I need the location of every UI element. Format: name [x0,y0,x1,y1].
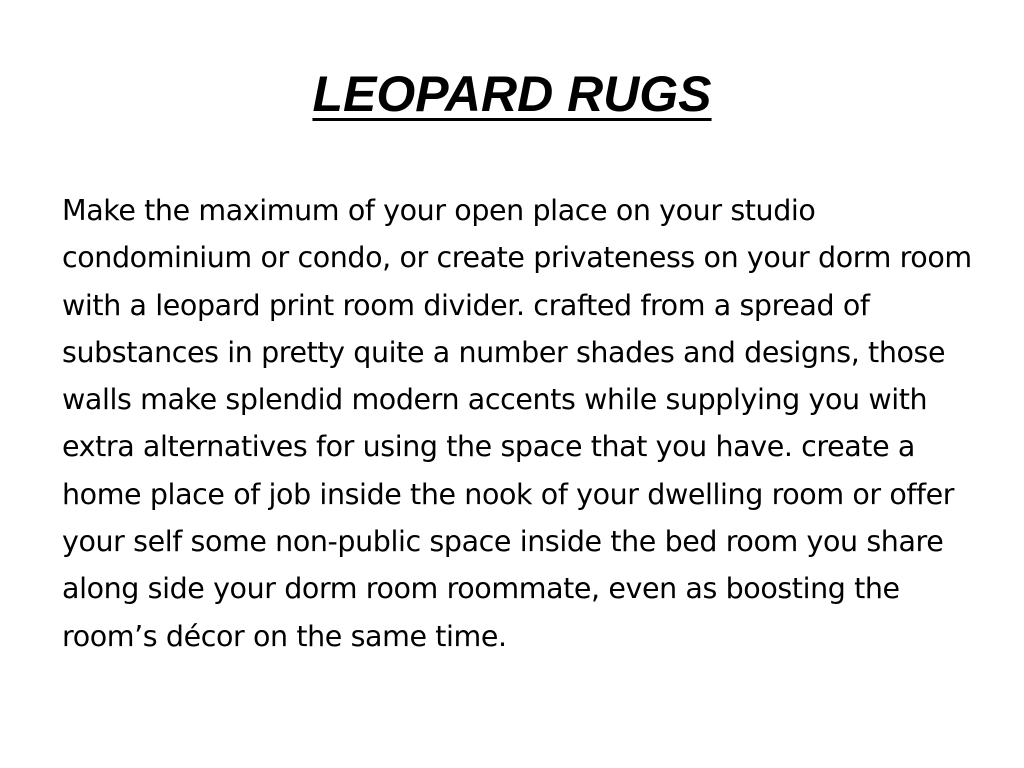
slide-body-text: Make the maximum of your open place on your studio condominium or condo, or create privateness on your dorm room with a leopard print room divider. crafted from a spread of substances in pretty quite a number shades and designs, those walls make splendid modern accents while supplying you with extra alternatives for using the space that you have. create a home place of job inside the nook of your dwelling room or offer your self some non-public space inside the bed room you share along side your dorm room roommate, even as boosting the room’s décor on the same time. [62,194,972,653]
slide-title-text: LEOPARD RUGS [312,66,712,122]
slide-title [0,56,1024,132]
